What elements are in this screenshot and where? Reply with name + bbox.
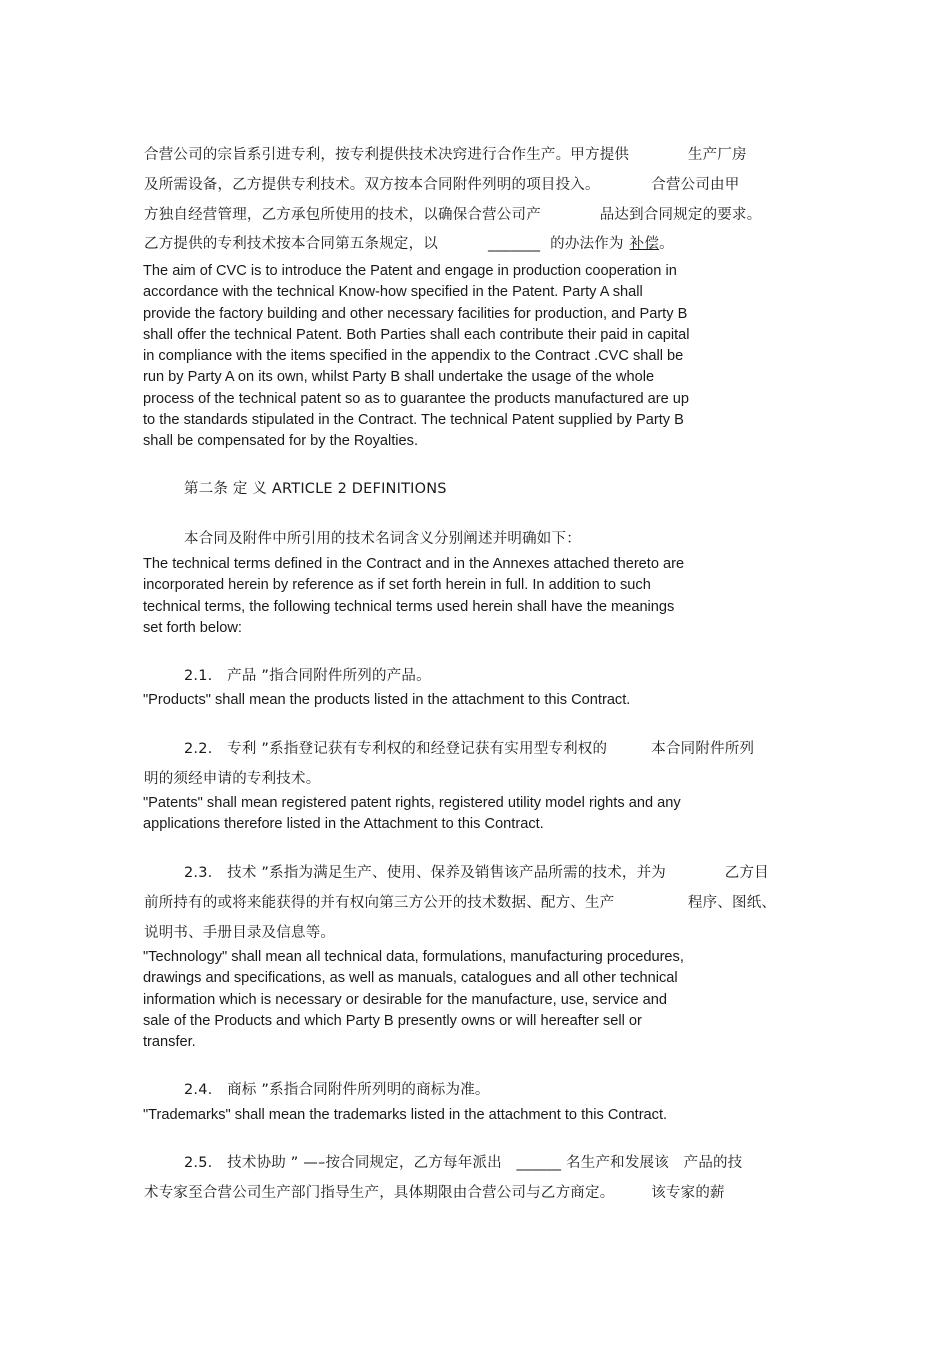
- p1-en-line: to the standards stipulated in the Contract. The technical Patent supplied by Party B: [143, 412, 684, 429]
- def-2-2-cn-line-2: 明的须经申请的专利技术。: [144, 771, 321, 787]
- def-2-3-en-line: drawings and specifications, as well as manuals, catalogues and all other technical: [143, 970, 678, 987]
- p1-cn-line-3: 方独自经营管理，乙方承包所使用的技术，以确保合营公司产 品达到合同规定的要求。: [144, 207, 762, 223]
- def-2-3-en-line: information which is necessary or desirable for the manufacture, use, service and: [143, 991, 668, 1008]
- p1-cn-compensation: 补偿: [629, 236, 660, 252]
- def-2-2-cn-line-1: 2.2. 专利 ”系指登记获有专利权的和经登记获有实用型专利权的 本合同附件所列: [184, 741, 755, 757]
- p1-cn-line-4-mid: 的办法作为: [550, 236, 624, 252]
- p1-en-line: provide the factory building and other necessary facilities for production, and Party B: [143, 305, 688, 322]
- p1-cn-line-4-pre: 乙方提供的专利技术按本合同第五条规定，以: [144, 236, 438, 252]
- def-2-3-en-line: sale of the Products and which Party B presently owns or will hereafter sell or: [143, 1012, 642, 1029]
- def-2-3-cn-line-3: 说明书、手册目录及信息等。: [144, 925, 336, 941]
- def-2-1-en-line: "Products" shall mean the products listed in the attachment to this Contract.: [143, 692, 631, 708]
- def-2-4-en-line: "Trademarks" shall mean the trademarks listed in the attachment to this Contract.: [143, 1107, 668, 1123]
- def-2-5-cn-line-2: 术专家至合营公司生产部门指导生产，具体期限由合营公司与乙方商定。 该专家的薪: [144, 1185, 725, 1201]
- p1-en-line: in compliance with the items specified in the appendix to the Contract .CVC shall be: [143, 348, 684, 365]
- article-2-intro-cn: 本合同及附件中所引用的技术名词含义分别阐述并明确如下：: [184, 531, 581, 547]
- def-2-2-en-line: "Patents" shall mean registered patent rights, registered utility model rights and any: [143, 795, 681, 811]
- p1-en-line: process of the technical patent so as to guarantee the products manufactured are up: [143, 390, 689, 407]
- def-2-3-cn-line-2: 前所持有的或将来能获得的并有权向第三方公开的技术数据、配方、生产 程序、图纸、: [144, 895, 777, 911]
- intro-en-line: incorporated herein by reference as if set forth herein in full. In addition to such: [143, 577, 651, 594]
- def-2-3-en-line: transfer.: [143, 1034, 196, 1051]
- p1-cn-blank: _______: [488, 236, 541, 252]
- intro-en-line: The technical terms defined in the Contract and in the Annexes attached thereto are: [143, 556, 685, 572]
- p1-cn-line-4: [144, 234, 674, 254]
- intro-en-line: technical terms, the following technical terms used herein shall have the meanings: [143, 598, 675, 615]
- def-2-3-en: [143, 947, 753, 1053]
- def-2-5-cn-line-1: 2.5. 技术协助 ” —–按合同规定，乙方每年派出 ______ 名生产和发展该 产品的技: [184, 1155, 743, 1171]
- article-2-intro-en: [143, 554, 753, 639]
- p1-en-line: shall offer the technical Patent. Both Parties shall each contribute their paid in capital: [143, 326, 690, 343]
- p1-en-line: The aim of CVC is to introduce the Patent and engage in production cooperation in: [143, 263, 677, 279]
- def-2-1-cn: 2.1. 产品 ”指合同附件所列的产品。: [184, 668, 431, 684]
- article-2-heading: 第二条 定 义 ARTICLE 2 DEFINITIONS: [184, 481, 447, 497]
- p1-en-line: run by Party A on its own, whilst Party B shall undertake the usage of the whole: [143, 369, 655, 386]
- p1-cn-line-1: 合营公司的宗旨系引进专利，按专利提供技术决窍进行合作生产。甲方提供 生产厂房: [144, 147, 747, 163]
- p1-cn-line-2: 及所需设备，乙方提供专利技术。双方按本合同附件列明的项目投入。 合营公司由甲: [144, 177, 740, 193]
- def-2-2-en: [143, 793, 753, 836]
- def-2-4-en: [143, 1105, 753, 1126]
- def-2-3-en-line: "Technology" shall mean all technical data, formulations, manufacturing procedures,: [143, 949, 684, 965]
- p1-en-line: shall be compensated for by the Royalties.: [143, 433, 419, 450]
- p1-cn-line-4-end: 。: [659, 236, 674, 252]
- def-2-2-en-line: applications therefore listed in the Attachment to this Contract.: [143, 816, 544, 833]
- def-2-3-cn-line-1: 2.3. 技术 ”系指为满足生产、使用、保养及销售该产品所需的技术，并为 乙方目: [184, 865, 769, 881]
- p1-en-line: accordance with the technical Know-how specified in the Patent. Party A shall: [143, 284, 643, 301]
- def-2-4-cn: 2.4. 商标 ”系指合同附件所列明的商标为准。: [184, 1082, 490, 1098]
- def-2-1-en: [143, 690, 753, 711]
- p1-en: [143, 261, 753, 453]
- intro-en-line: set forth below:: [143, 619, 242, 636]
